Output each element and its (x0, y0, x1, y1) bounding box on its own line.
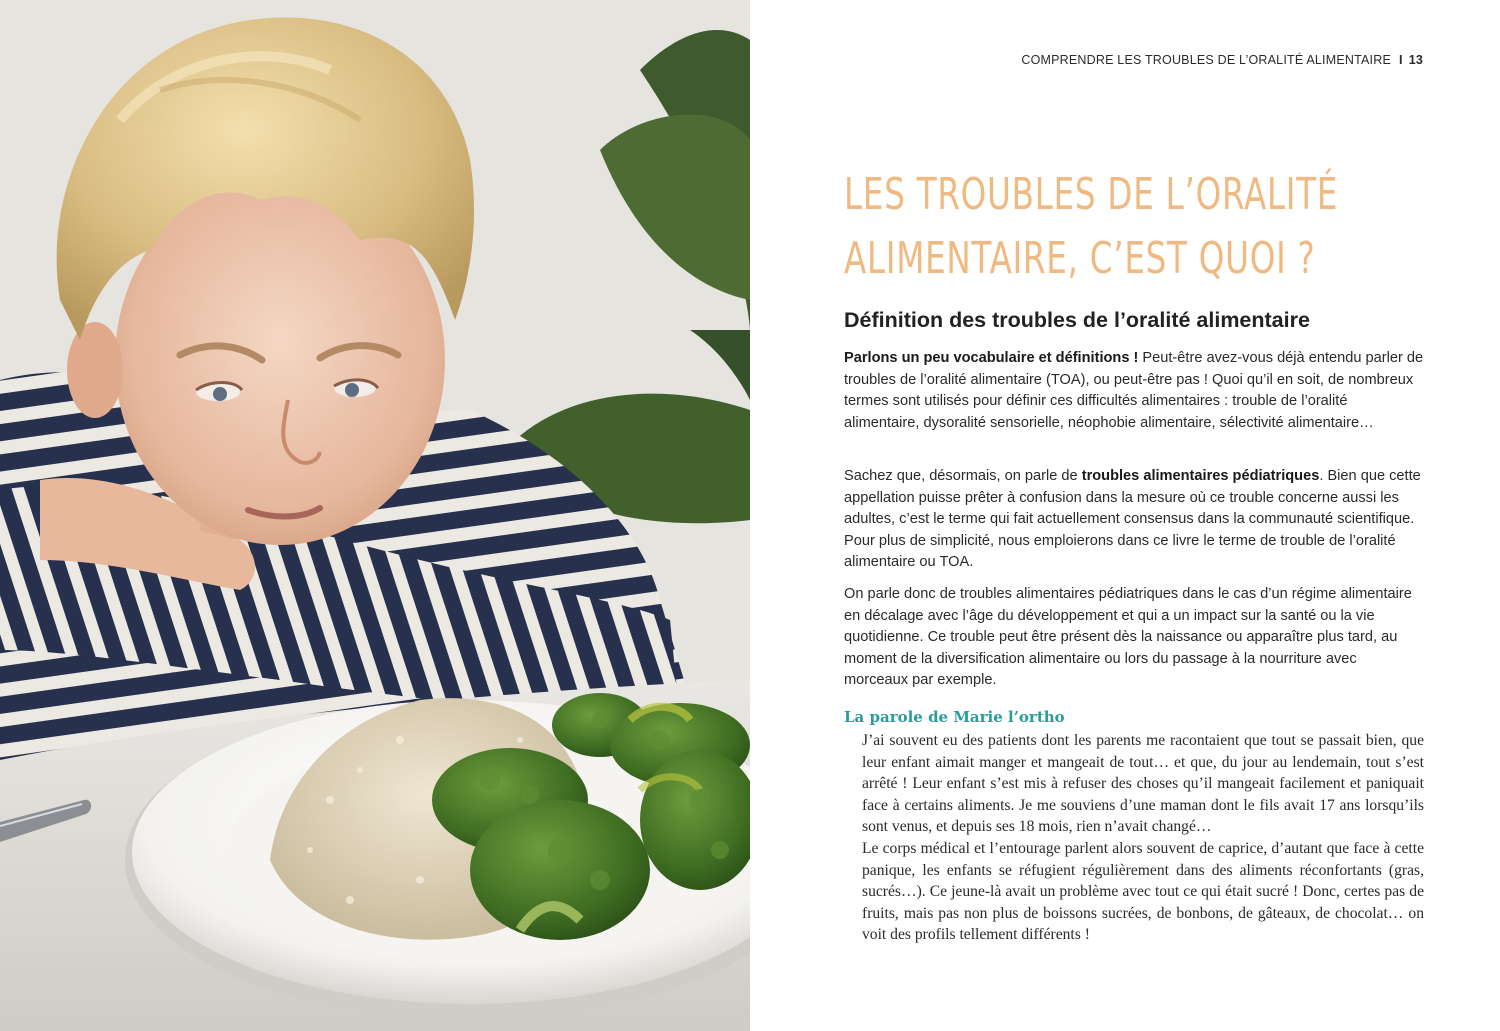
paragraph-pediatric (844, 466, 1424, 574)
running-header (1021, 53, 1423, 67)
paragraph-text: Peut-être avez-vous déjà entendu parler de troubles de l’oralité alimentaire (TOA), ou peut-être pas ! Quoi qu’il en soit, de nombreux termes sont utilisés pour définir ces difficultés alimentaires : trouble de l’oralité alimentaire, dysoralité sensorielle, néophobie alimentaire, sélectivité alimentaire… (844, 350, 1424, 431)
paragraph-lead: Parlons un peu vocabulaire et définitions ! (844, 350, 1139, 366)
paragraph-emphasis: troubles alimentaires pédiatriques (1081, 468, 1320, 484)
paragraph-vocabulary (844, 348, 1424, 434)
paragraph-text: Sachez que, désormais, on parle de (844, 468, 1082, 484)
quote-body (862, 730, 1424, 946)
chapter-title-line2: ALIMENTAIRE, C’EST QUOI ? (844, 233, 1316, 284)
paragraph-text: . Bien que cette appellation puisse prêter à confusion dans la mesure où ce trouble concerne aussi les adultes, c’est le terme qui fait actuellement consensus dans la communauté scientifique. Pour plus de simplicité, nous emploierons dans ce livre le terme de trouble de l’oralité alimentaire ou TOA. (844, 468, 1421, 571)
running-title: COMPRENDRE LES TROUBLES DE L’ORALITÉ ALIMENTAIRE (1021, 53, 1391, 67)
section-heading: Définition des troubles de l’oralité alimentaire (844, 308, 1310, 332)
quote-paragraph: J’ai souvent eu des patients dont les parents me racontaient que tout se passait bien, que leur enfant aimait manger et mangeait de tout… et que, du jour au lendemain, tout s’est arrêté ! Leur enfant s’est mis à refuser des choses qu’il mangeait facilement et paniquait face à certains aliments. Je me souviens d’une maman dont le fils avait 17 ans lorsqu’ils sont venus, et depuis ses 18 mois, rien n’avait changé… (862, 732, 1424, 836)
paragraph-definition: On parle donc de troubles alimentaires pédiatriques dans le cas d’un régime alimentaire en décalage avec l’âge du développement et qui a un impact sur la santé ou la vie quotidienne. Ce trouble peut être présent dès la naissance ou apparaître plus tard, au moment de la diversification alimentaire ou lors du passage à la nourriture avec morceaux par exemple. (844, 586, 1412, 689)
quote-heading: La parole de Marie l’ortho (844, 708, 1065, 726)
page-number: 13 (1408, 53, 1423, 67)
quote-paragraph: Le corps médical et l’entourage parlent alors souvent de caprice, d’autant que face à cette panique, les enfants se réfugient régulièrement dans des aliments réconfortants (gras, sucrés…). Ce jeune-là avait un problème avec tout ce qui était sucré ! Donc, certes pas de fruits, mais pas non plus de boissons sucrées, de bonbons, de gâteaux, de chocolat… on voit des profils tellement différents ! (862, 839, 1424, 944)
header-separator: I (1399, 53, 1403, 67)
chapter-title (844, 163, 1339, 291)
text-page (750, 0, 1500, 1031)
chapter-title-line1: LES TROUBLES DE L’ORALITÉ (844, 169, 1339, 220)
